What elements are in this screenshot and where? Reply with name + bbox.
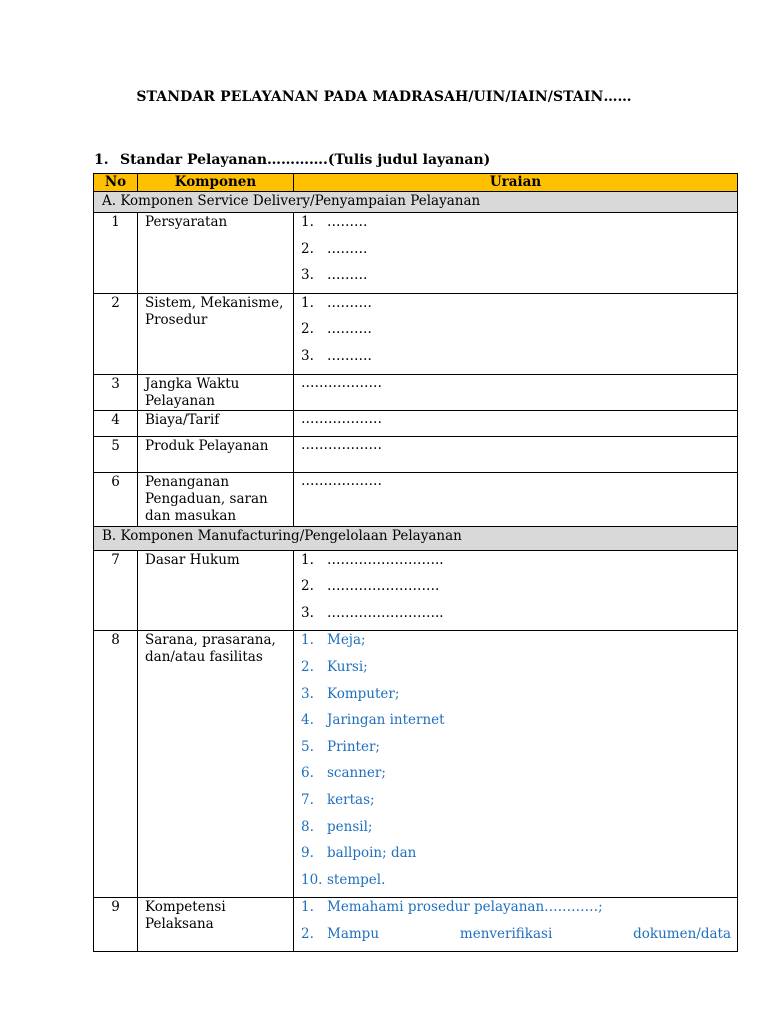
section-a-label: A. Komponen Service Delivery/Penyampaian Pelayanan (94, 192, 738, 213)
list-item: 2. Kursi; (301, 658, 368, 675)
section-row-a (94, 192, 738, 213)
uraian-cell: ……………… (294, 472, 738, 526)
list-item: 1. ……… (301, 214, 368, 230)
uraian-cell: ……………… (294, 374, 738, 410)
header-uraian: Uraian (294, 174, 738, 192)
list-item: 3. Komputer; (301, 685, 400, 702)
list-item: 1. ………. (301, 294, 372, 311)
table-row (94, 436, 738, 472)
list-item: 3. ……… (301, 267, 368, 284)
uraian-cell: ……………… (294, 410, 738, 436)
uraian-cell: ……………… (294, 436, 738, 472)
list-item: 2. Mampu menverifikasi dokumen/data (301, 925, 731, 942)
uraian-cell (294, 213, 738, 294)
document-title: STANDAR PELAYANAN PADA MADRASAH/UIN/IAIN/STAIN…… (136, 89, 632, 105)
list-item: 3. ………. (301, 347, 372, 364)
table-row (94, 550, 738, 631)
komponen-cell: Kompetensi Pelaksana (138, 898, 294, 952)
table-header-row (94, 174, 738, 192)
table-row (94, 293, 738, 374)
subtitle-number: 1. (94, 152, 109, 168)
section-subtitle (94, 152, 490, 168)
uraian-cell (294, 550, 738, 631)
list-item: 3. …………………….. (301, 604, 444, 621)
list-item: 2. ……… (301, 240, 368, 257)
list-item: 9. ballpoin; dan (301, 845, 417, 862)
row-number: 4 (94, 410, 138, 436)
komponen-cell: Sarana, prasarana, dan/atau fasilitas (138, 631, 294, 898)
header-komponen: Komponen (138, 174, 294, 192)
komponen-cell: Biaya/Tarif (138, 410, 294, 436)
uraian-cell (294, 631, 738, 898)
list-item: 7. kertas; (301, 791, 375, 808)
header-no: No (94, 174, 138, 192)
subtitle-text: Standar Pelayanan………….(Tulis judul layanan) (120, 152, 491, 168)
list-item: 2. ……………………. (301, 578, 440, 595)
uraian-cell (294, 898, 738, 952)
komponen-cell: Jangka Waktu Pelayanan (138, 374, 294, 410)
table-row (94, 410, 738, 436)
list-item: 2. ………. (301, 321, 372, 338)
list-item: 10. stempel. (301, 871, 386, 888)
list-item: 5. Printer; (301, 738, 380, 755)
komponen-cell: Produk Pelayanan (138, 436, 294, 472)
row-number: 6 (94, 472, 138, 526)
row-number: 5 (94, 436, 138, 472)
table-row (94, 472, 738, 526)
table-row (94, 213, 738, 294)
komponen-cell: Sistem, Mekanisme, Prosedur (138, 293, 294, 374)
list-item: 6. scanner; (301, 765, 386, 782)
row-number: 8 (94, 631, 138, 898)
section-b-label: B. Komponen Manufacturing/Pengelolaan Pelayanan (94, 526, 738, 550)
list-item: 1. …………………….. (301, 551, 444, 568)
table-row (94, 374, 738, 410)
service-standard-table (93, 173, 738, 952)
komponen-cell: Persyaratan (138, 213, 294, 294)
row-number: 3 (94, 374, 138, 410)
row-number: 9 (94, 898, 138, 952)
list-item: 8. pensil; (301, 818, 373, 835)
uraian-cell (294, 293, 738, 374)
list-item: 1. Memahami prosedur pelayanan…………; (301, 899, 603, 916)
komponen-cell: Penanganan Pengaduan, saran dan masukan (138, 472, 294, 526)
table-row (94, 898, 738, 952)
row-number: 1 (94, 213, 138, 294)
list-item: 4. Jaringan internet (301, 712, 445, 729)
table-row (94, 631, 738, 898)
row-number: 2 (94, 293, 138, 374)
section-row-b (94, 526, 738, 550)
row-number: 7 (94, 550, 138, 631)
list-item: 1. Meja; (301, 632, 366, 649)
komponen-cell: Dasar Hukum (138, 550, 294, 631)
